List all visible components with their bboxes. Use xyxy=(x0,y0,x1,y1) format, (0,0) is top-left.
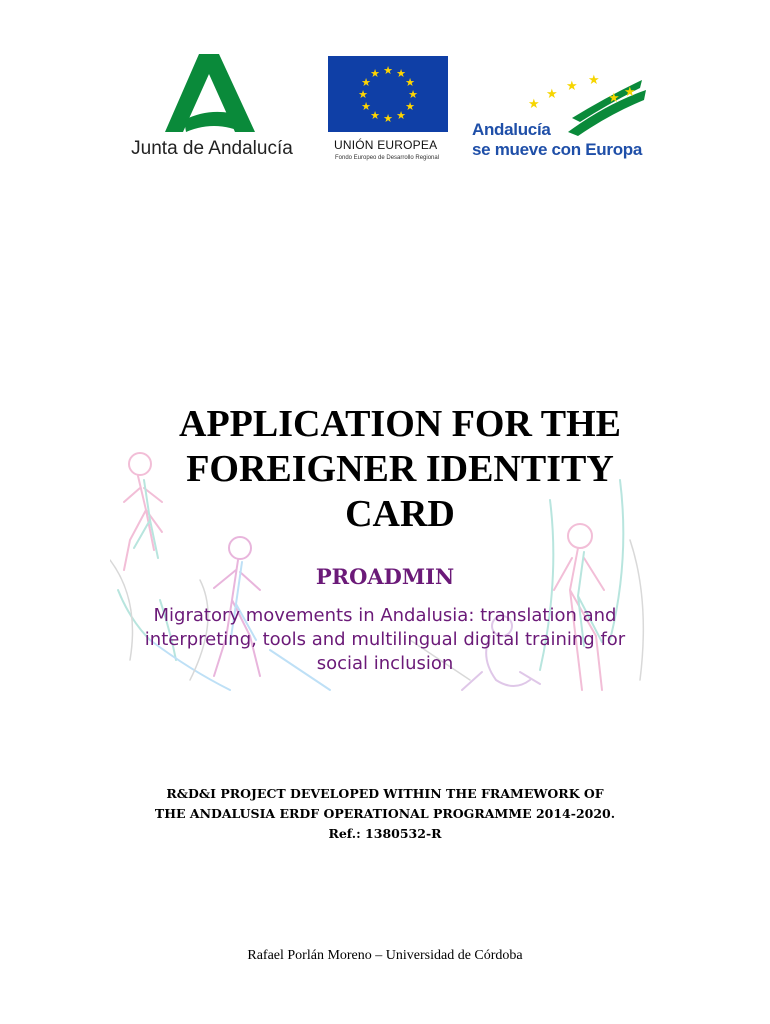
svg-text:★: ★ xyxy=(528,97,540,112)
andalucia-europa-logo xyxy=(470,74,650,164)
title-line-1: APPLICATION FOR THE xyxy=(179,403,621,445)
svg-text:★: ★ xyxy=(588,74,600,88)
project-acronym: PROADMIN xyxy=(315,564,455,589)
svg-text:★: ★ xyxy=(383,112,393,125)
project-description xyxy=(110,604,660,676)
author-affiliation: Rafael Porlán Moreno – Universidad de Córdoba xyxy=(247,948,523,963)
eu-flag-icon xyxy=(328,56,448,132)
project-line-1: R&D&I PROJECT DEVELOPED WITHIN THE FRAMEWORK OF xyxy=(166,786,604,801)
svg-text:★: ★ xyxy=(608,91,620,106)
svg-text:★: ★ xyxy=(361,76,371,89)
svg-text:★: ★ xyxy=(405,76,415,89)
junta-andalucia-name: Junta de Andalucía xyxy=(131,138,293,159)
project-reference: Ref.: 1380532-R xyxy=(328,826,442,841)
junta-andalucia-logo xyxy=(112,54,312,164)
title-line-2: FOREIGNER IDENTITY xyxy=(186,448,614,490)
svg-text:★: ★ xyxy=(566,79,578,94)
description-line-1: Migratory movements in Andalusia: translation and xyxy=(153,605,617,626)
svg-text:★: ★ xyxy=(361,100,371,113)
project-statement xyxy=(100,784,670,844)
svg-text:★: ★ xyxy=(405,100,415,113)
svg-text:★: ★ xyxy=(396,67,406,80)
eu-fund-name: Fondo Europeo de Desarrollo Regional xyxy=(335,155,440,161)
eu-name: UNIÓN EUROPEA xyxy=(334,138,438,152)
svg-text:★: ★ xyxy=(546,87,558,102)
project-line-2: THE ANDALUSIA ERDF OPERATIONAL PROGRAMME 2014-2020. xyxy=(154,806,616,821)
svg-text:★: ★ xyxy=(408,88,418,101)
svg-text:★: ★ xyxy=(370,109,380,122)
andalucia-logo-line1: Andalucía xyxy=(472,120,551,139)
title-line-3: CARD xyxy=(345,493,455,535)
description-line-2: interpreting, tools and multilingual digital training for xyxy=(144,629,626,650)
eu-logo xyxy=(328,56,450,168)
document-title xyxy=(120,402,680,537)
junta-andalucia-icon xyxy=(164,54,260,134)
svg-text:★: ★ xyxy=(370,67,380,80)
andalucia-logo-line2: se mueve con Europa xyxy=(472,140,643,159)
svg-text:★: ★ xyxy=(624,85,636,100)
svg-text:★: ★ xyxy=(396,109,406,122)
description-line-3: social inclusion xyxy=(316,653,454,674)
svg-text:★: ★ xyxy=(383,64,393,77)
svg-text:★: ★ xyxy=(358,88,368,101)
